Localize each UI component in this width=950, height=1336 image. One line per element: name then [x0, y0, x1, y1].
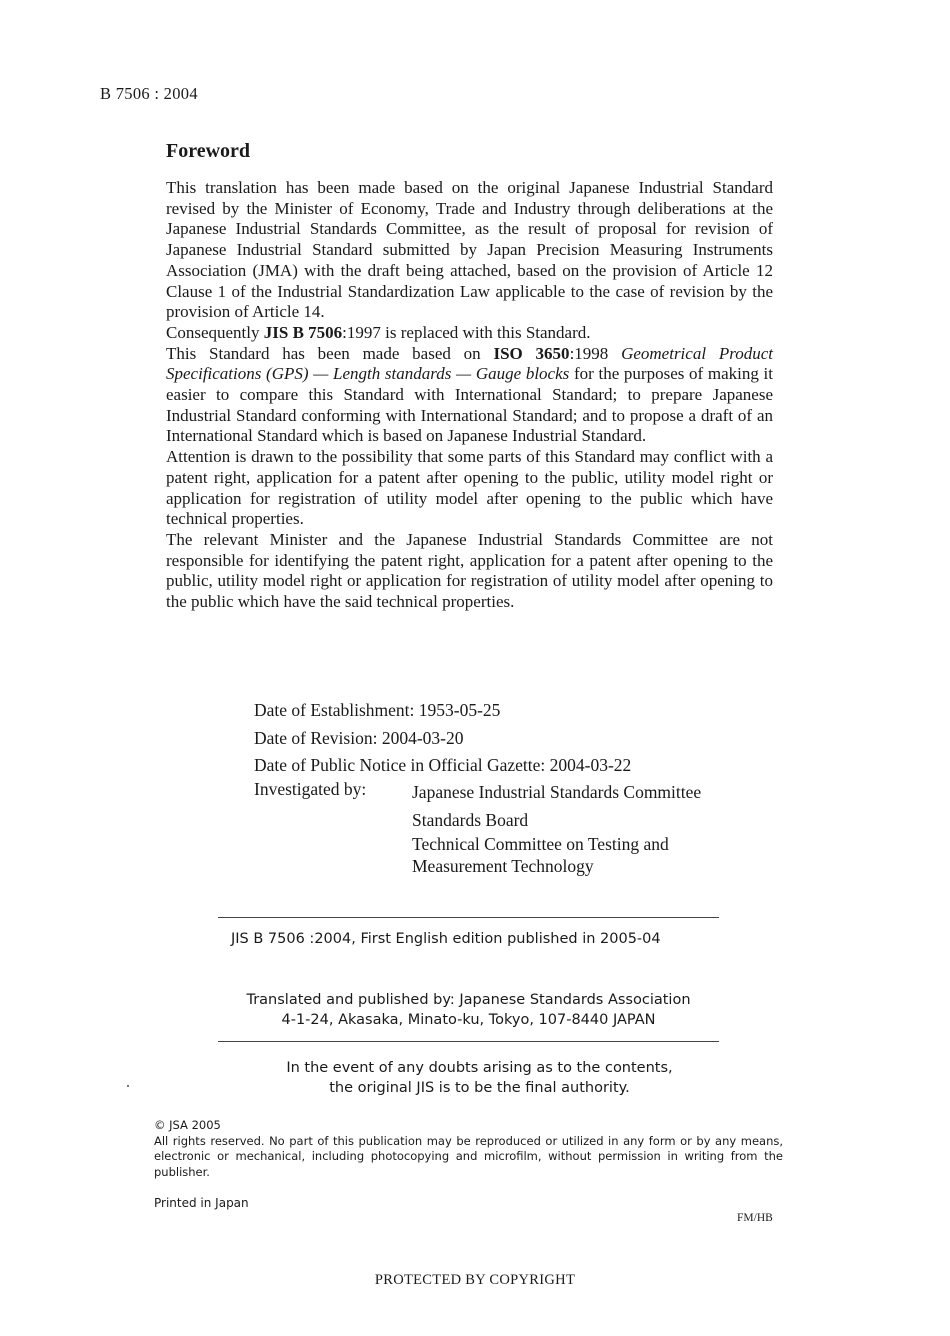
- publisher-name: Translated and published by: Japanese Standards Association: [246, 992, 691, 1008]
- foreword-paragraph-2: [166, 323, 773, 344]
- copyright-holder: © JSA 2005: [154, 1118, 221, 1132]
- edition-statement: JIS B 7506 :2004, First English edition published in 2005-04: [231, 931, 661, 947]
- authority-line-1: In the event of any doubts arising as to the contents,: [286, 1060, 673, 1076]
- scan-speck: [127, 1085, 129, 1087]
- foreword-title: Foreword: [166, 140, 251, 162]
- date-of-public-notice: Date of Public Notice in Official Gazette: 2004-03-22: [254, 755, 632, 775]
- date-of-revision: Date of Revision: 2004-03-20: [254, 727, 464, 748]
- authority-notice: [218, 1059, 741, 1098]
- foreword-paragraph-3: [166, 344, 773, 448]
- board-name: Standards Board: [412, 809, 529, 830]
- footer-code: FM/HB: [737, 1212, 773, 1224]
- foreword-body: [166, 178, 773, 613]
- iso-standard-code: ISO 3650: [493, 343, 570, 363]
- copyright-watermark: PROTECTED BY COPYRIGHT: [374, 1272, 576, 1288]
- authority-line-2: the original JIS is to be the final authority.: [329, 1079, 630, 1096]
- iso-standard-year: :1998: [569, 343, 622, 363]
- technical-committee-line-2: Measurement Technology: [412, 855, 594, 876]
- foreword-paragraph-5: The relevant Minister and the Japanese Industrial Standards Committee are not responsible for identifying the patent right, application for a patent after opening to the public, utility model right or application for registration of utility model after opening to the public which have the said technical properties.: [166, 529, 773, 612]
- printed-in: Printed in Japan: [154, 1196, 249, 1210]
- investigated-by-label: Investigated by:: [254, 779, 367, 799]
- publisher-block: [218, 990, 719, 1030]
- foreword-paragraph-1: This translation has been made based on the original Japanese Industrial Standard revised by the Minister of Economy, Trade and Industry through deliberations at the Japanese Industrial Standards Committee, as the result of proposal for revision of Japanese Industrial Standard submitted by Japan Precision Measuring Instruments Association (JMA) with the draft being attached, based on the provision of Article 12 Clause 1 of the Industrial Standardization Law applicable to the case of revision by the provision of Article 14.: [166, 178, 773, 322]
- copyright-block: [154, 1118, 783, 1180]
- publisher-address: 4-1-24, Akasaka, Minato-ku, Tokyo, 107-8440 JAPAN: [281, 1012, 656, 1028]
- iso-standard-title: Geometrical Product Specifications (GPS) — Length standards — Gauge blocks: [166, 343, 773, 384]
- investigating-bodies: [412, 779, 701, 877]
- rights-reserved-notice: All rights reserved. No part of this publication may be reproduced or utilized in any form or by any means, electronic or mechanical, including photocopying and microfilm, without permission in writing from the publisher.: [154, 1133, 783, 1179]
- paragraph-2-lead: Consequently: [166, 322, 264, 342]
- paragraph-2-tail: :1997 is replaced with this Standard.: [342, 322, 591, 342]
- date-of-establishment: Date of Establishment: 1953-05-25: [254, 700, 501, 720]
- dates-block: [254, 697, 631, 780]
- technical-committee-line-1: Technical Committee on Testing and: [412, 834, 669, 854]
- committee-name: Japanese Industrial Standards Committee: [412, 782, 702, 802]
- replaced-standard-code: JIS B 7506: [263, 322, 343, 342]
- paragraph-3-lead: This Standard has been made based on: [166, 343, 494, 363]
- running-head: B 7506 : 2004: [100, 84, 198, 103]
- foreword-paragraph-4: Attention is drawn to the possibility that some parts of this Standard may conflict with a patent right, application for a patent after opening to the public, utility model right or application for registration of utility model after opening to the public which have technical properties.: [166, 447, 773, 529]
- bottom-divider: [218, 1041, 719, 1042]
- top-divider: [218, 917, 719, 918]
- paragraph-3-tail: for the purposes of making it easier to compare this Standard with International Standard; to prepare Japanese Industrial Standard conforming with International Standard; and to propose a draft of an International Standard which is based on Japanese Industrial Standard.: [166, 364, 773, 446]
